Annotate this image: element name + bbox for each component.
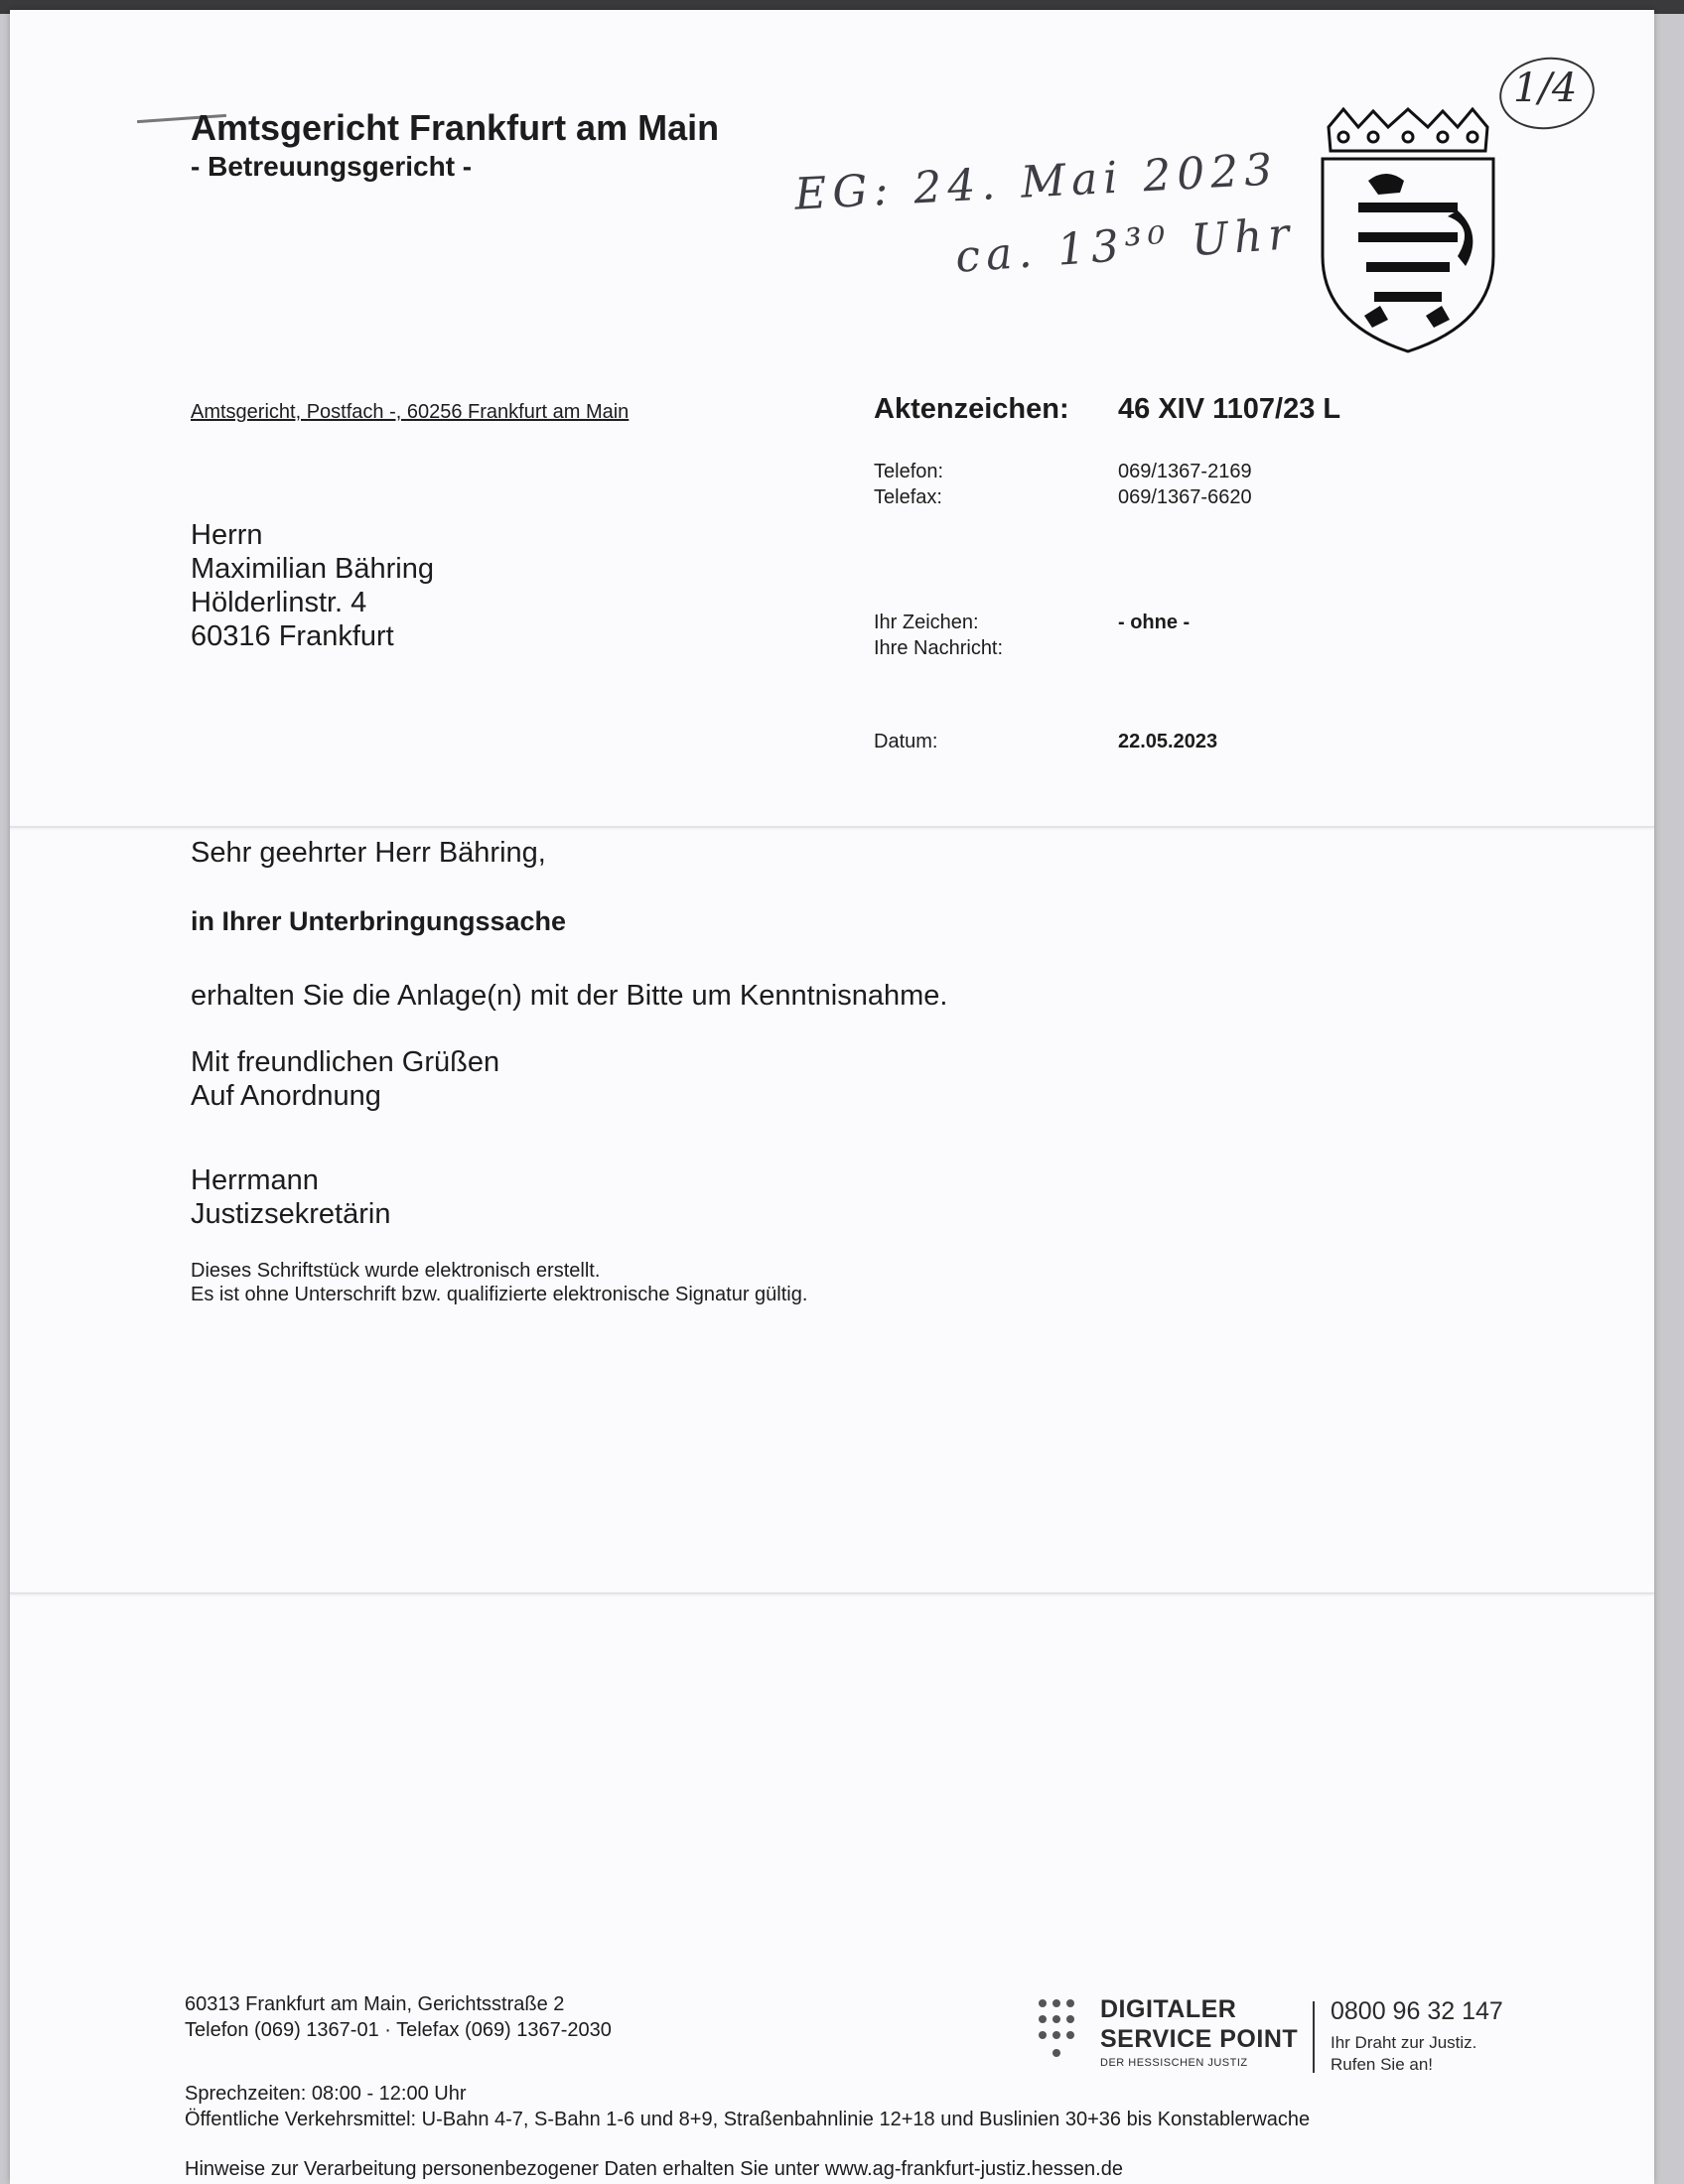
footer-contact — [185, 1991, 612, 2043]
footer-privacy: Hinweise zur Verarbeitung personenbezogener Daten erhalten Sie unter www.ag-frankfurt-justiz.hessen.de — [185, 2158, 1123, 2180]
court-department: - Betreuungsgericht - — [191, 151, 473, 182]
signer-name: Herrmann — [191, 1164, 319, 1196]
letter-date: 22.05.2023 — [1118, 731, 1218, 752]
service-point-title-2: SERVICE POINT — [1100, 2025, 1299, 2053]
file-number-label: Aktenzeichen: — [874, 393, 1069, 425]
court-name: Amtsgericht Frankfurt am Main — [191, 107, 720, 148]
notice-line-2: Es ist ohne Unterschrift bzw. qualifizierte elektronische Signatur gültig. — [191, 1284, 808, 1305]
page-marker: 1/4 — [1513, 66, 1578, 111]
your-message-label: Ihre Nachricht: — [874, 637, 1004, 659]
paper-fold-1 — [10, 826, 1654, 828]
service-point-dots-icon — [1037, 1997, 1076, 2069]
footer-transport: Öffentliche Verkehrsmittel: U-Bahn 4-7, S-Bahn 1-6 und 8+9, Straßenbahnlinie 12+18 und Buslinien 30+36 bis Konstablerwache — [185, 2109, 1311, 2130]
electronic-notice — [191, 1259, 807, 1306]
service-phone: 0800 96 32 147 — [1331, 1997, 1503, 2025]
return-address: Amtsgericht, Postfach -, 60256 Frankfurt am Main — [191, 401, 630, 423]
file-number: 46 XIV 1107/23 L — [1118, 393, 1341, 425]
fax-label: Telefax: — [874, 486, 942, 508]
date-label: Datum: — [874, 731, 938, 752]
recipient-salutation: Herrn — [191, 519, 263, 551]
phone-value: 069/1367-2169 — [1118, 461, 1252, 482]
letter-subject: in Ihrer Unterbringungssache — [191, 906, 567, 936]
your-ref-value: - ohne - — [1118, 612, 1191, 633]
footer-hours-transport — [185, 2081, 1310, 2132]
paper-fold-2 — [10, 1592, 1654, 1594]
letter-closing — [191, 1045, 499, 1113]
digital-service-point — [1037, 1993, 1533, 2083]
footer-address: 60313 Frankfurt am Main, Gerichtsstraße 2 — [185, 1993, 565, 2015]
recipient-city: 60316 Frankfurt — [191, 620, 394, 652]
letter-body: erhalten Sie die Anlage(n) mit der Bitte um Kenntnisnahme. — [191, 980, 948, 1012]
service-point-divider — [1313, 2001, 1315, 2073]
closing-note: Auf Anordnung — [191, 1080, 381, 1112]
footer-phone-fax: Telefon (069) 1367-01 · Telefax (069) 1367-2030 — [185, 2019, 612, 2041]
signer-title: Justizsekretärin — [191, 1198, 391, 1230]
fax-value: 069/1367-6620 — [1118, 486, 1252, 508]
notice-line-1: Dieses Schriftstück wurde elektronisch erstellt. — [191, 1260, 601, 1282]
recipient-street: Hölderlinstr. 4 — [191, 587, 367, 618]
recipient-name: Maximilian Bähring — [191, 553, 434, 585]
phone-label: Telefon: — [874, 461, 944, 482]
handwritten-receipt-date: EG: 24. Mai 2023 — [792, 144, 1280, 220]
hesse-coat-of-arms-icon — [1309, 107, 1507, 353]
service-point-title-1: DIGITALER — [1100, 1995, 1237, 2023]
handwritten-receipt-time: ca. 13³⁰ Uhr — [953, 208, 1297, 283]
closing-text: Mit freundlichen Grüßen — [191, 1046, 500, 1078]
service-tagline-2: Rufen Sie an! — [1331, 2055, 1434, 2074]
footer-office-hours: Sprechzeiten: 08:00 - 12:00 Uhr — [185, 2083, 467, 2105]
letter-greeting: Sehr geehrter Herr Bähring, — [191, 837, 546, 869]
your-ref-label: Ihr Zeichen: — [874, 612, 979, 633]
signature-block — [191, 1163, 390, 1231]
service-tagline-1: Ihr Draht zur Justiz. — [1331, 2033, 1477, 2052]
recipient-address — [191, 518, 434, 653]
service-point-subtitle: DER HESSISCHEN JUSTIZ — [1100, 2057, 1248, 2069]
